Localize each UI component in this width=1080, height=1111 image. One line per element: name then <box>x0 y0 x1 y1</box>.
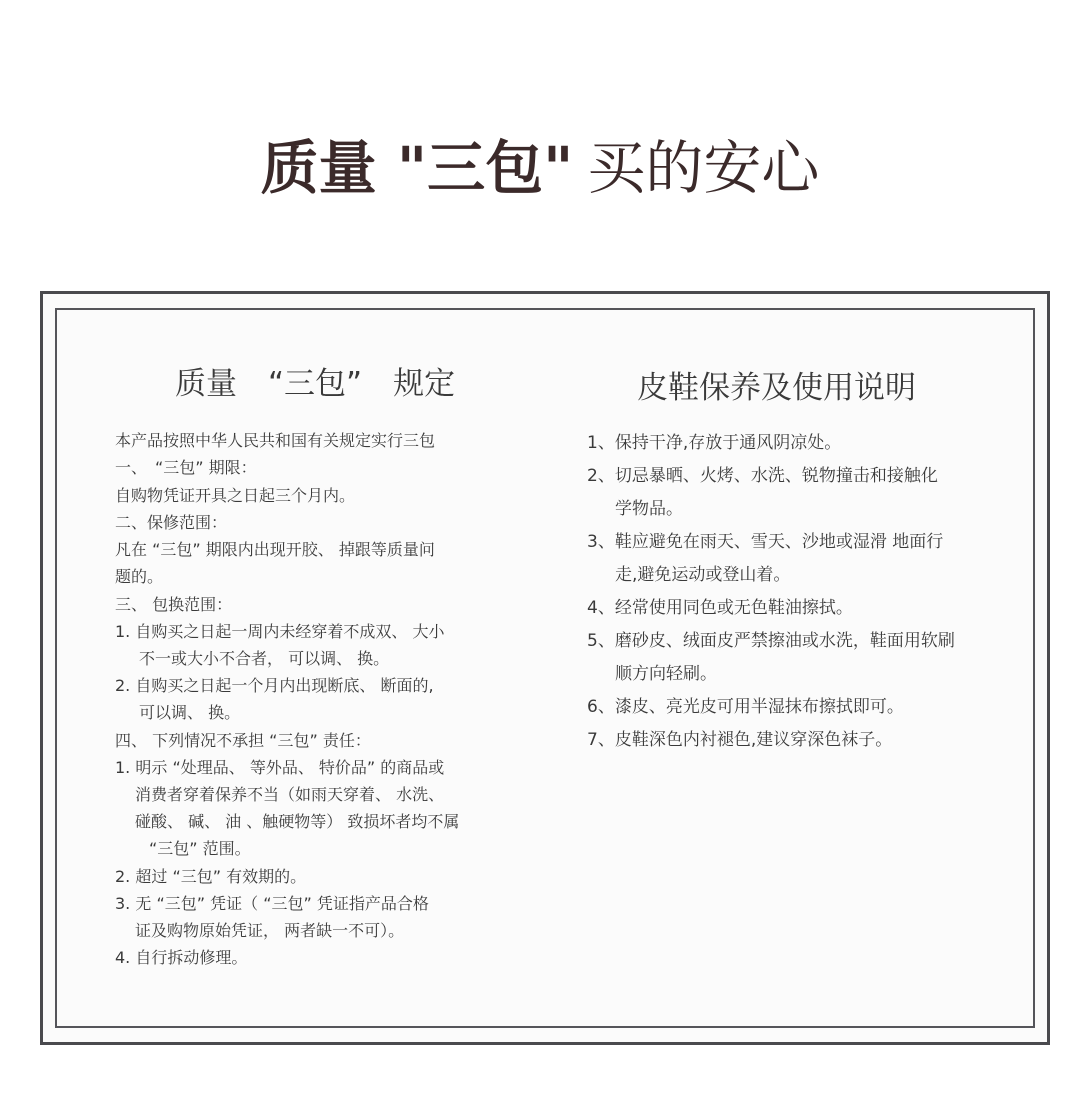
warranty-rules-line: 自购物凭证开具之日起三个月内。 <box>115 486 356 505</box>
care-instructions-line: 5、磨砂皮、绒面皮严禁擦油或水洗，鞋面用软刷 <box>587 631 955 651</box>
warranty-rules-line: 消费者穿着保养不当（如雨天穿着、 水洗、 <box>135 785 445 804</box>
care-instructions-line: 走,避免运动或登山着。 <box>615 565 791 585</box>
care-instructions-title: 皮鞋保养及使用说明 <box>637 370 916 406</box>
page-header <box>0 128 1080 208</box>
care-instructions-line: 4、经常使用同色或无色鞋油擦拭。 <box>587 598 853 618</box>
warranty-rules-line: 四、 下列情况不承担 “三包” 责任： <box>115 731 371 750</box>
warranty-rules-line: 1. 自购买之日起一周内未经穿着不成双、 大小 <box>115 622 445 641</box>
warranty-rules-line: 凡在 “三包” 期限内出现开胶、 掉跟等质量问 <box>115 540 435 559</box>
care-instructions-line: 6、漆皮、亮光皮可用半湿抹布擦拭即可。 <box>587 697 904 717</box>
warranty-rules-line: 证及购物原始凭证， 两者缺一不可）。 <box>135 921 405 940</box>
warranty-rules-line: 碰酸、 碱、 油 、触硬物等） 致损坏者均不属 <box>135 812 460 831</box>
warranty-rules-line: 二、保修范围： <box>115 513 228 532</box>
warranty-rules-line: “三包” 范围。 <box>149 839 251 858</box>
warranty-rules-line: 1. 明示 “处理品、 等外品、 特价品” 的商品或 <box>115 758 445 777</box>
warranty-rules-line: 3. 无 “三包” 凭证（ “三包” 凭证指产品合格 <box>115 894 429 913</box>
warranty-rules-line: 一、 “三包” 期限： <box>115 458 257 477</box>
warranty-rules-line: 2. 自购买之日起一个月内出现断底、 断面的, <box>115 676 434 695</box>
warranty-rules-line: 4. 自行拆动修理。 <box>115 948 248 967</box>
warranty-rules-line: 三、 包换范围： <box>115 595 233 614</box>
care-instructions-line: 1、保持干净,存放于通风阴凉处。 <box>587 433 842 453</box>
warranty-rules-line: 本产品按照中华人民共和国有关规定实行三包 <box>115 431 436 450</box>
care-instructions-line: 顺方向轻刷。 <box>615 664 717 684</box>
header-title-bold: 质量 "三包" <box>260 134 574 202</box>
warranty-rules-line: 题的。 <box>115 567 164 586</box>
warranty-rules-title: 质量 “三包” 规定 <box>175 366 456 402</box>
warranty-card <box>40 291 1050 1045</box>
warranty-rules-line: 2. 超过 “三包” 有效期的。 <box>115 867 307 886</box>
warranty-rules-line: 可以调、 换。 <box>139 703 241 722</box>
care-instructions-line: 3、鞋应避免在雨天、雪天、沙地或湿滑 地面行 <box>587 532 944 552</box>
warranty-card-inner-frame <box>55 308 1035 1028</box>
header-title-light: 买的安心 <box>587 134 820 202</box>
care-instructions-line: 7、皮鞋深色内衬褪色,建议穿深色袜子。 <box>587 730 893 750</box>
care-instructions-line: 学物品。 <box>615 499 683 519</box>
care-instructions-line: 2、切忌暴晒、火烤、水洗、锐物撞击和接触化 <box>587 466 938 486</box>
warranty-rules-line: 不一或大小不合者， 可以调、 换。 <box>139 649 390 668</box>
